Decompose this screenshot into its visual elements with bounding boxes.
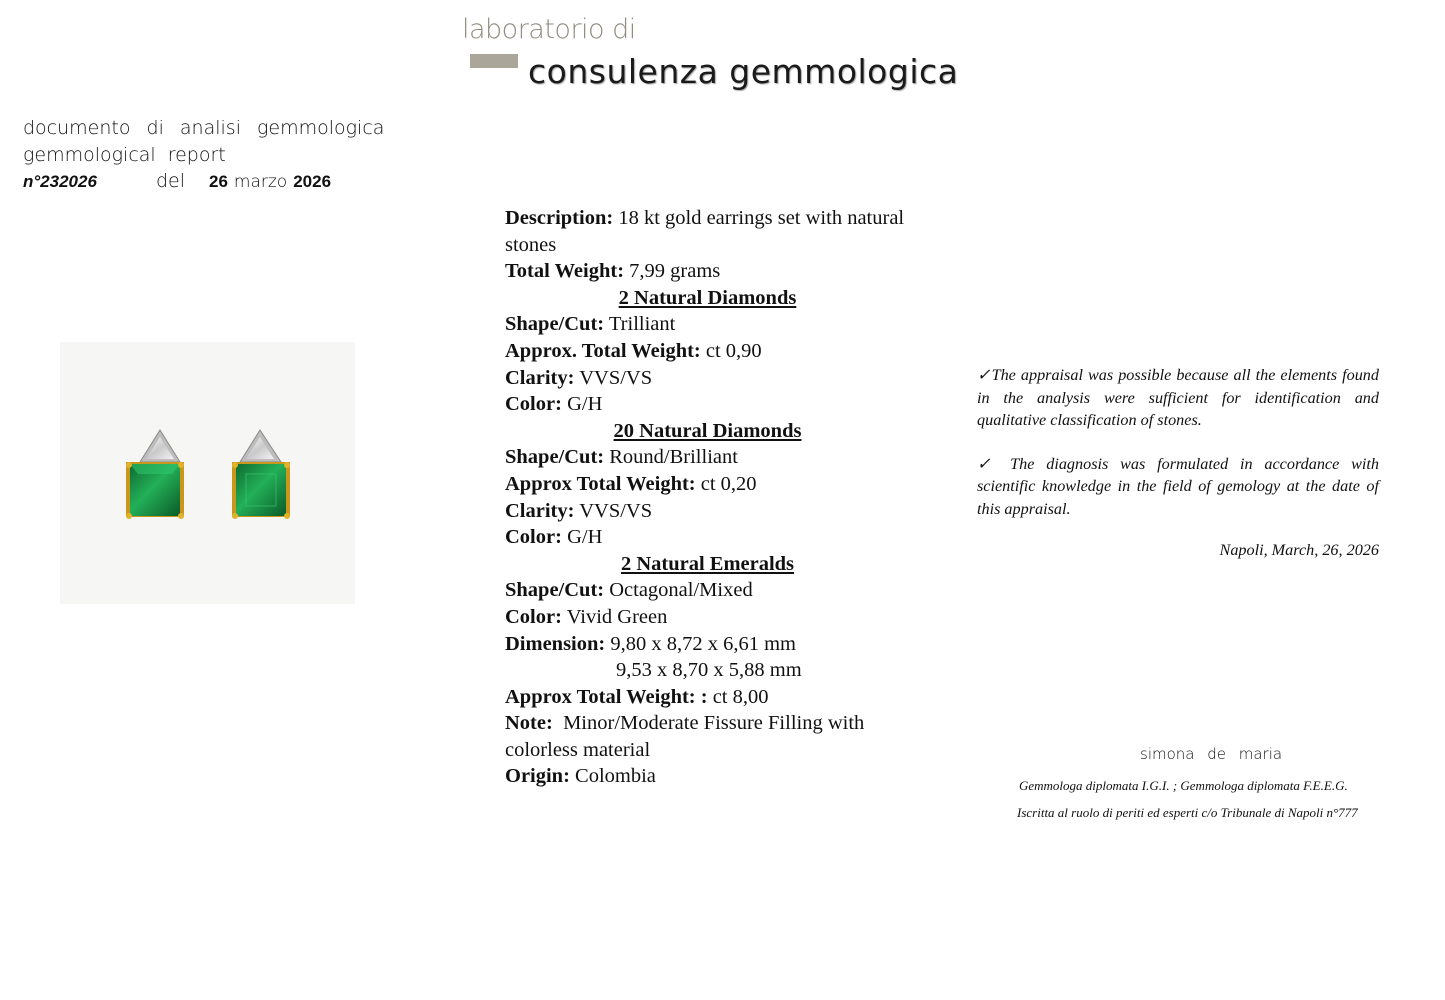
field-label: Shape/Cut: — [505, 313, 605, 336]
total-weight-label: Total Weight: — [505, 260, 625, 283]
field-value: Vivid Green — [566, 605, 668, 628]
field-value: ct 0,90 — [705, 339, 762, 362]
field-row — [505, 498, 915, 525]
field-value: 9,80 x 8,72 x 6,61 mm — [610, 632, 797, 655]
section-title: 2 Natural Emeralds — [620, 552, 795, 575]
report-number-line — [23, 170, 332, 192]
logo-top-text: laboratorio di — [462, 14, 636, 45]
place-date: Napoli, March, 26, 2026 — [1219, 541, 1379, 559]
field-row — [505, 444, 915, 471]
field-row — [505, 471, 915, 498]
field-label: Approx Total Weight: : — [505, 685, 708, 708]
field-value: Trilliant — [608, 313, 676, 336]
check-icon: ✓ — [977, 366, 992, 384]
field-row — [505, 311, 915, 338]
logo-bar — [470, 54, 518, 68]
note-paragraph-2 — [977, 453, 1379, 521]
earrings-photo — [60, 342, 355, 604]
field-label: Color: — [505, 393, 562, 416]
field-label: Color: — [505, 605, 562, 628]
note-value: Minor/Moderate Fissure Filling with colorless material — [505, 712, 865, 761]
field-value: G/H — [567, 526, 603, 549]
field-value: VVS/VS — [579, 499, 653, 522]
date-del-label: del — [156, 170, 186, 192]
field-label: Dimension: — [505, 632, 606, 655]
field-label: Approx. Total Weight: — [505, 339, 701, 362]
section-title: 20 Natural Diamonds — [613, 419, 802, 442]
field-label: Color: — [505, 526, 562, 549]
note-2-text: The diagnosis was formulated in accordance with scientific knowledge in the field of gemology at the date of this appraisal. — [977, 454, 1379, 518]
field-value: ct 0,20 — [700, 472, 757, 495]
description-row — [505, 205, 915, 258]
origin-row — [505, 763, 915, 790]
date-month: marzo — [233, 172, 288, 192]
date-day: 26 — [209, 172, 228, 191]
report-title-it: documento di analisi gemmologica — [23, 117, 385, 139]
field-row — [505, 684, 915, 711]
report-date — [209, 172, 331, 192]
total-weight-row — [505, 258, 915, 285]
description-value: 18 kt gold earrings set with natural stones — [505, 207, 905, 256]
total-weight-value: 7,99 grams — [629, 260, 721, 283]
field-row — [505, 604, 915, 631]
field-label: Clarity: — [505, 366, 575, 389]
note-label: Note: — [505, 712, 553, 735]
field-label: Clarity: — [505, 499, 575, 522]
field-value: Round/Brilliant — [609, 446, 738, 469]
field-value: ct 8,00 — [712, 685, 769, 708]
field-row — [505, 391, 915, 418]
note-paragraph-1 — [977, 364, 1379, 432]
field-label: Approx Total Weight: — [505, 472, 696, 495]
signature-registration: Iscritta al ruolo di periti ed esperti c/o Tribunale di Napoli n°777 — [1017, 805, 1358, 820]
date-year: 2026 — [293, 172, 332, 191]
field-value: VVS/VS — [579, 366, 653, 389]
signature-credentials: Gemmologa diplomata I.G.I. ; Gemmologa diplomata F.E.E.G. — [1019, 778, 1348, 793]
field-row — [505, 524, 915, 551]
note-1-text: The appraisal was possible because all the elements found in the analysis were sufficient for identification and qualitative classification of stones. — [977, 366, 1379, 429]
field-row — [505, 577, 915, 604]
earring-right — [232, 430, 290, 519]
field-row — [505, 631, 915, 658]
dimension-2-row — [505, 657, 915, 684]
description-block — [505, 205, 915, 790]
description-label: Description: — [505, 207, 614, 229]
earrings-illustration — [60, 342, 355, 604]
field-value: Octagonal/Mixed — [609, 579, 753, 602]
report-number: n°232026 — [23, 172, 97, 191]
origin-label: Origin: — [505, 765, 570, 788]
dimension-2-value: 9,53 x 8,70 x 5,88 mm — [616, 659, 802, 682]
field-value: G/H — [567, 393, 603, 416]
note-row — [505, 710, 915, 763]
report-title-en: gemmological report — [23, 144, 226, 166]
earring-left — [126, 430, 184, 519]
field-row — [505, 365, 915, 392]
origin-value: Colombia — [575, 765, 656, 788]
section-title: 2 Natural Diamonds — [618, 286, 797, 309]
field-label: Shape/Cut: — [505, 579, 605, 602]
signature-name: simona de maria — [1140, 745, 1283, 763]
check-icon: ✓ — [977, 454, 999, 473]
field-row — [505, 338, 915, 365]
field-label: Shape/Cut: — [505, 446, 605, 469]
appraisal-notes — [977, 364, 1379, 583]
logo-main-text: consulenza gemmologica — [528, 52, 959, 91]
